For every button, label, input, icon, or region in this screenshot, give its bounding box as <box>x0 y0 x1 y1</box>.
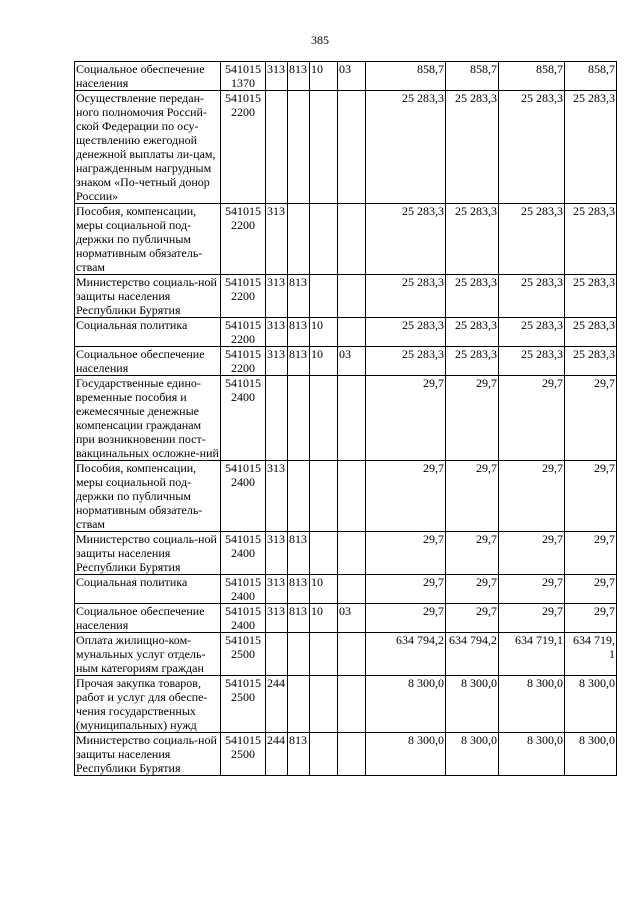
table-row <box>75 318 617 347</box>
row-section-cell: 10 <box>310 318 338 347</box>
row-subsection-cell <box>338 733 366 776</box>
row-amount-1-cell: 25 283,3 <box>366 275 446 318</box>
row-amount-2-cell: 25 283,3 <box>446 204 499 275</box>
row-section-cell: 10 <box>310 62 338 91</box>
row-ministry-code-cell <box>288 676 310 733</box>
table-row <box>75 676 617 733</box>
row-expense-type-cell: 244 <box>266 676 288 733</box>
row-subsection-cell <box>338 633 366 676</box>
row-amount-2-cell: 8 300,0 <box>446 733 499 776</box>
row-amount-1-cell: 29,7 <box>366 461 446 532</box>
table-row <box>75 604 617 633</box>
row-section-cell <box>310 633 338 676</box>
row-subsection-cell: 03 <box>338 604 366 633</box>
row-section-cell <box>310 532 338 575</box>
table-row <box>75 532 617 575</box>
row-amount-3-cell: 25 283,3 <box>499 347 565 376</box>
row-amount-3-cell: 25 283,3 <box>499 204 565 275</box>
table-row <box>75 62 617 91</box>
row-name-cell: Социальная политика <box>75 575 221 604</box>
row-ministry-code-cell <box>288 204 310 275</box>
row-section-cell <box>310 376 338 461</box>
row-section-cell <box>310 676 338 733</box>
row-name-cell: Социальное обеспечение населения <box>75 62 221 91</box>
row-expense-type-cell: 313 <box>266 532 288 575</box>
row-amount-1-cell: 8 300,0 <box>366 676 446 733</box>
row-target-article-cell: 541015 2500 <box>221 733 266 776</box>
table-row <box>75 204 617 275</box>
row-amount-4-cell: 634 719, 1 <box>565 633 617 676</box>
row-expense-type-cell: 313 <box>266 275 288 318</box>
row-amount-4-cell: 29,7 <box>565 461 617 532</box>
row-target-article-cell: 541015 2400 <box>221 376 266 461</box>
row-amount-2-cell: 858,7 <box>446 62 499 91</box>
row-subsection-cell <box>338 575 366 604</box>
row-ministry-code-cell <box>288 461 310 532</box>
row-name-cell: Социальное обеспечение населения <box>75 604 221 633</box>
row-section-cell <box>310 275 338 318</box>
row-section-cell <box>310 733 338 776</box>
row-amount-4-cell: 29,7 <box>565 604 617 633</box>
row-amount-2-cell: 8 300,0 <box>446 676 499 733</box>
row-expense-type-cell: 313 <box>266 62 288 91</box>
row-amount-3-cell: 8 300,0 <box>499 733 565 776</box>
row-expense-type-cell: 313 <box>266 575 288 604</box>
row-name-cell: Министерство социаль-ной защиты населения Республики Бурятия <box>75 275 221 318</box>
table-row <box>75 575 617 604</box>
row-amount-2-cell: 25 283,3 <box>446 318 499 347</box>
row-subsection-cell <box>338 275 366 318</box>
row-name-cell: Государственные едино-временные пособия и ежемесячные денежные компенсации гражданам при возникновении пост-вакцинальных осложне-ний <box>76 376 219 460</box>
row-amount-3-cell: 29,7 <box>499 532 565 575</box>
table-row <box>75 347 617 376</box>
row-amount-4-cell: 8 300,0 <box>565 676 617 733</box>
row-section-cell <box>310 461 338 532</box>
table-row <box>75 376 617 461</box>
row-ministry-code-cell: 813 <box>288 532 310 575</box>
row-amount-1-cell: 25 283,3 <box>366 318 446 347</box>
row-expense-type-cell: 244 <box>266 733 288 776</box>
row-name-cell: Министерство социаль-ной защиты населения Республики Бурятия <box>75 532 221 575</box>
row-amount-4-cell: 25 283,3 <box>565 275 617 318</box>
row-section-cell: 10 <box>310 604 338 633</box>
row-amount-4-cell: 858,7 <box>565 62 617 91</box>
row-amount-4-cell: 25 283,3 <box>565 204 617 275</box>
row-ministry-code-cell: 813 <box>288 733 310 776</box>
row-amount-1-cell: 29,7 <box>366 604 446 633</box>
row-subsection-cell <box>338 676 366 733</box>
row-amount-1-cell: 29,7 <box>366 376 446 461</box>
row-ministry-code-cell <box>288 376 310 461</box>
row-target-article-cell: 541015 2200 <box>221 91 266 204</box>
row-target-article-cell: 541015 2400 <box>221 575 266 604</box>
row-target-article-cell: 541015 1370 <box>221 62 266 91</box>
row-subsection-cell <box>338 532 366 575</box>
row-target-article-cell: 541015 2500 <box>221 633 266 676</box>
row-amount-3-cell: 25 283,3 <box>499 91 565 204</box>
row-section-cell: 10 <box>310 347 338 376</box>
row-expense-type-cell: 313 <box>266 318 288 347</box>
table-row <box>75 733 617 776</box>
page-number: 385 <box>311 33 329 47</box>
row-ministry-code-cell: 813 <box>288 318 310 347</box>
row-amount-1-cell: 29,7 <box>366 532 446 575</box>
row-name-cell: Оплата жилищно-ком-мунальных услуг отдель-ным категориям граждан <box>75 633 221 676</box>
row-subsection-cell <box>338 376 366 461</box>
row-target-article-cell: 541015 2400 <box>221 532 266 575</box>
row-amount-1-cell: 29,7 <box>366 575 446 604</box>
row-amount-3-cell: 8 300,0 <box>499 676 565 733</box>
table-row <box>75 275 617 318</box>
row-section-cell <box>310 91 338 204</box>
row-target-article-cell: 541015 2200 <box>221 347 266 376</box>
row-name-cell: Пособия, компенсации, меры социальной под-держки по публичным нормативным обязатель-ствам <box>75 204 221 275</box>
row-target-article-cell: 541015 2400 <box>221 604 266 633</box>
row-target-article-cell: 541015 2400 <box>221 461 266 532</box>
row-amount-3-cell: 858,7 <box>499 62 565 91</box>
row-ministry-code-cell <box>288 91 310 204</box>
row-amount-1-cell: 25 283,3 <box>366 91 446 204</box>
row-name-cell: Социальное обеспечение населения <box>75 347 221 376</box>
row-name-cell: Пособия, компенсации, меры социальной под-держки по публичным нормативным обязатель-ствам <box>75 461 221 532</box>
table-row <box>75 91 617 204</box>
row-amount-2-cell: 25 283,3 <box>446 91 499 204</box>
row-amount-2-cell: 29,7 <box>446 461 499 532</box>
row-amount-3-cell: 634 719,1 <box>499 633 565 676</box>
row-target-article-cell: 541015 2200 <box>221 204 266 275</box>
row-name-cell: Министерство социаль-ной защиты населения Республики Бурятия <box>75 733 221 776</box>
row-amount-2-cell: 29,7 <box>446 532 499 575</box>
budget-table <box>74 61 617 776</box>
table-row <box>75 461 617 532</box>
row-name-cell: Осуществление передан-ного полномочия Россий-ской Федерации по осу-ществлению ежегодной денежной выплаты ли-цам, награжденным нагрудным знаком «По-четный донор России» <box>75 91 221 204</box>
row-amount-2-cell: 29,7 <box>446 376 499 461</box>
row-amount-3-cell: 29,7 <box>499 461 565 532</box>
row-amount-3-cell: 29,7 <box>499 575 565 604</box>
row-name-cell: Социальная политика <box>75 318 221 347</box>
row-subsection-cell <box>338 318 366 347</box>
row-amount-4-cell: 25 283,3 <box>565 347 617 376</box>
row-amount-1-cell: 25 283,3 <box>366 204 446 275</box>
row-amount-2-cell: 29,7 <box>446 575 499 604</box>
row-amount-1-cell: 634 794,2 <box>366 633 446 676</box>
row-amount-2-cell: 25 283,3 <box>446 347 499 376</box>
row-expense-type-cell <box>266 633 288 676</box>
row-amount-4-cell: 29,7 <box>565 532 617 575</box>
row-ministry-code-cell: 813 <box>288 62 310 91</box>
row-subsection-cell: 03 <box>338 62 366 91</box>
row-ministry-code-cell: 813 <box>288 347 310 376</box>
row-target-article-cell: 541015 2200 <box>221 318 266 347</box>
row-expense-type-cell: 313 <box>266 347 288 376</box>
row-name-cell: Прочая закупка товаров, работ и услуг для обеспе-чения государственных (муниципальных) нужд <box>75 676 221 733</box>
row-amount-4-cell: 8 300,0 <box>565 733 617 776</box>
table-row <box>75 633 617 676</box>
row-amount-4-cell: 29,7 <box>565 376 617 461</box>
row-subsection-cell <box>338 204 366 275</box>
row-expense-type-cell: 313 <box>266 461 288 532</box>
row-amount-1-cell: 25 283,3 <box>366 347 446 376</box>
row-subsection-cell <box>338 461 366 532</box>
row-amount-4-cell: 29,7 <box>565 575 617 604</box>
row-amount-3-cell: 25 283,3 <box>499 275 565 318</box>
row-amount-4-cell: 25 283,3 <box>565 318 617 347</box>
row-amount-3-cell: 29,7 <box>499 376 565 461</box>
table-body <box>75 62 617 776</box>
row-subsection-cell: 03 <box>338 347 366 376</box>
row-expense-type-cell <box>266 91 288 204</box>
row-expense-type-cell: 313 <box>266 604 288 633</box>
row-amount-1-cell: 858,7 <box>366 62 446 91</box>
row-expense-type-cell <box>266 376 288 461</box>
row-target-article-cell: 541015 2500 <box>221 676 266 733</box>
row-ministry-code-cell: 813 <box>288 275 310 318</box>
row-subsection-cell <box>338 91 366 204</box>
row-amount-2-cell: 29,7 <box>446 604 499 633</box>
row-ministry-code-cell <box>288 633 310 676</box>
row-amount-1-cell: 8 300,0 <box>366 733 446 776</box>
row-amount-2-cell: 634 794,2 <box>446 633 499 676</box>
row-amount-2-cell: 25 283,3 <box>446 275 499 318</box>
row-section-cell: 10 <box>310 575 338 604</box>
row-amount-4-cell: 25 283,3 <box>565 91 617 204</box>
row-expense-type-cell: 313 <box>266 204 288 275</box>
row-amount-3-cell: 29,7 <box>499 604 565 633</box>
row-section-cell <box>310 204 338 275</box>
row-ministry-code-cell: 813 <box>288 575 310 604</box>
row-ministry-code-cell: 813 <box>288 604 310 633</box>
row-amount-3-cell: 25 283,3 <box>499 318 565 347</box>
row-target-article-cell: 541015 2200 <box>221 275 266 318</box>
